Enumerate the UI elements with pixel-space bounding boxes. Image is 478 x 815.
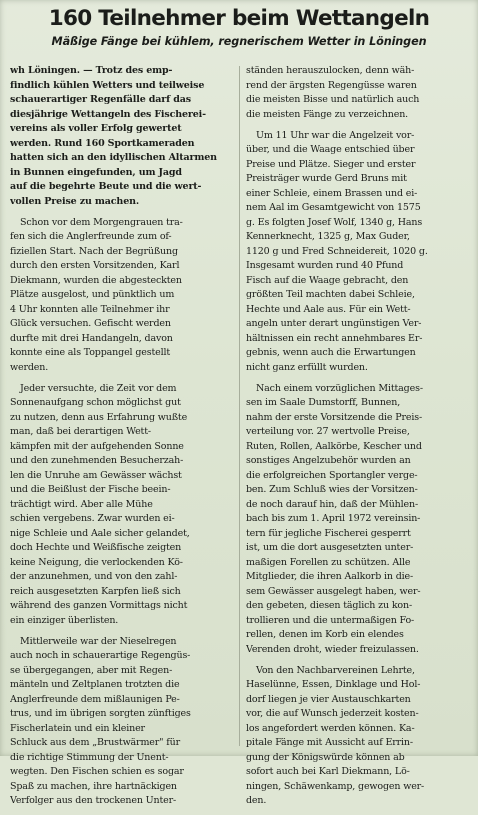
text-line: nem Aal im Gesamtgewicht von 1575 bbox=[246, 202, 421, 213]
text-line: Fisch auf die Waage gebracht, den bbox=[246, 274, 409, 286]
text-line: Um 11 Uhr war die Angelzeit vor- bbox=[256, 129, 415, 141]
article-headline: 160 Teilnehmer beim Wettangeln bbox=[48, 6, 430, 31]
text-line: Diekmann, wurden die abgesteckten bbox=[10, 274, 182, 286]
text-line: ständen herauszulocken, denn wäh- bbox=[246, 65, 415, 76]
text-line: maßigen Forellen zu schützen. Alle bbox=[246, 556, 411, 568]
text-line: durfte mit drei Handangeln, davon bbox=[10, 332, 173, 344]
text-line: Mittlerweile war der Nieselregen bbox=[20, 635, 177, 647]
text-line: und die Beißlust der Fische beein- bbox=[10, 484, 171, 495]
text-line: hatten sich an den idyllischen Altarmen bbox=[10, 152, 217, 163]
text-line: der anzunehmen, und von den zahl- bbox=[10, 571, 178, 582]
text-line: pitale Fänge mit Aussicht auf Errin- bbox=[246, 737, 413, 748]
article-paragraph bbox=[10, 382, 230, 629]
text-line: gung der Königswürde können ab bbox=[246, 751, 405, 763]
text-line: tern für jegliche Fischerei gesperrt bbox=[246, 527, 411, 539]
text-line: die meisten Fänge zu verzeichnen. bbox=[246, 108, 409, 120]
text-line: los angefordert werden können. Ka- bbox=[246, 722, 415, 734]
article-paragraph bbox=[10, 216, 230, 376]
text-line: auf die begehrte Beute und die wert- bbox=[10, 181, 202, 192]
text-line: Glück versuchen. Gefischt werden bbox=[10, 318, 171, 329]
text-line: Anglerfreunde dem mißlaunigen Pe- bbox=[10, 693, 180, 705]
text-line: ein einziger überlisten. bbox=[10, 614, 119, 626]
text-line: angeln unter derart ungünstigen Ver- bbox=[246, 318, 422, 329]
text-line: vollen Preise zu machen. bbox=[10, 195, 140, 207]
text-line: len die Unruhe am Gewässer wächst bbox=[10, 469, 182, 481]
text-line: größten Teil machten dabei Schleie, bbox=[246, 289, 415, 300]
text-line: Verenden droht, wieder freizulassen. bbox=[246, 643, 419, 655]
text-line: fiziellen Start. Nach der Begrüßung bbox=[10, 245, 178, 257]
text-line: Spaß zu machen, ihre hartnäckigen bbox=[10, 780, 177, 792]
article-paragraph bbox=[246, 129, 468, 376]
article-paragraph bbox=[246, 664, 468, 809]
text-line: schauerartiger Regenfälle darf das bbox=[10, 94, 191, 105]
text-line: Haselünne, Essen, Dinklage und Hol- bbox=[246, 679, 421, 690]
text-line: trollieren und die untermaßigen Fo- bbox=[246, 614, 415, 626]
text-line: vereins als voller Erfolg gewertet bbox=[10, 123, 182, 134]
text-line: sem Gewässer ausgelegt haben, wer- bbox=[246, 585, 421, 597]
text-line: rellen, denen im Korb ein elendes bbox=[246, 629, 404, 640]
text-line: mänteln und Zeltplanen trotzten die bbox=[10, 679, 180, 690]
text-line: keine Neigung, die verlockenden Kö- bbox=[10, 556, 183, 568]
text-line: se übergegangen, aber mit Regen- bbox=[10, 664, 173, 676]
text-line: nicht ganz erfüllt wurden. bbox=[246, 361, 368, 373]
text-line: kämpfen mit der aufgehenden Sonne bbox=[10, 440, 184, 452]
text-line: vor, die auf Wunsch jederzeit kosten- bbox=[246, 708, 419, 719]
column-divider bbox=[239, 66, 240, 746]
text-line: Jeder versuchte, die Zeit vor dem bbox=[20, 382, 177, 394]
text-line: hältnissen ein recht annehmbares Er- bbox=[246, 332, 423, 344]
text-line: Insgesamt wurden rund 40 Pfund bbox=[246, 260, 404, 271]
text-line: sofort auch bei Karl Diekmann, Lö- bbox=[246, 766, 410, 777]
text-line: wegten. Den Fischen schien es sogar bbox=[10, 766, 184, 777]
text-line: Mitglieder, die ihren Aalkorb in die- bbox=[246, 571, 414, 582]
text-line: rend der ärgsten Regengüsse waren bbox=[246, 79, 417, 91]
text-line: 1120 g und Fred Schneidereit, 1020 g. bbox=[246, 245, 428, 257]
text-line: den gebeten, diesen täglich zu kon- bbox=[246, 600, 413, 611]
text-line: werden. bbox=[10, 361, 49, 373]
text-line: reich ausgesetzten Karpfen ließ sich bbox=[10, 585, 181, 597]
text-line: in Bunnen eingefunden, um Jagd bbox=[10, 166, 182, 178]
right-column bbox=[246, 64, 468, 815]
text-line: de noch darauf hin, daß der Mühlen- bbox=[246, 498, 419, 510]
text-line: sonstiges Angelzubehör wurden an bbox=[246, 455, 411, 466]
text-line: bach bis zum 1. April 1972 vereinsin- bbox=[246, 513, 421, 524]
text-line: Nach einem vorzüglichen Mittages- bbox=[256, 382, 423, 394]
text-line: 4 Uhr konnten alle Teilnehmer ihr bbox=[10, 303, 170, 315]
left-column bbox=[10, 64, 230, 815]
text-line: ist, um die dort ausgesetzten unter- bbox=[246, 542, 414, 553]
article-paragraph bbox=[10, 64, 230, 209]
text-line: konnte eine als Toppangel gestellt bbox=[10, 347, 171, 358]
text-line: Von den Nachbarvereinen Lehrte, bbox=[256, 664, 415, 676]
text-line: Verfolger aus den trockenen Unter- bbox=[10, 795, 177, 806]
text-line: die erfolgreichen Sportangler verge- bbox=[246, 469, 418, 481]
text-line: fen sich die Anglerfreunde zum of- bbox=[10, 231, 172, 242]
text-line: man, daß bei derartigen Wett- bbox=[10, 426, 151, 437]
text-line: während des ganzen Vormittags nicht bbox=[10, 600, 188, 611]
text-line: durch den ersten Vorsitzenden, Karl bbox=[10, 260, 180, 271]
text-line: Plätze ausgelost, und pünktlich um bbox=[10, 289, 175, 300]
text-line: nige Schleie und Aale sicher gelandet, bbox=[10, 527, 190, 539]
text-line: trus, und im übrigen sorgten zünftiges bbox=[10, 708, 191, 719]
article-subheadline: Mäßige Fänge bei kühlem, regnerischem Wetter in Löningen bbox=[51, 35, 427, 48]
article-paragraph bbox=[246, 382, 468, 658]
text-line: Preisträger wurde Gerd Bruns mit bbox=[246, 173, 407, 184]
text-line: den. bbox=[246, 795, 267, 806]
text-line: verteilung vor. 27 wertvolle Preise, bbox=[246, 426, 410, 437]
text-line: gebnis, wenn auch die Erwartungen bbox=[246, 347, 416, 358]
text-line: diesjährige Wettangeln des Fischerei- bbox=[10, 108, 206, 120]
text-line: nahm der erste Vorsitzende die Preis- bbox=[246, 411, 423, 423]
text-line: und den zunehmenden Besucherzah- bbox=[10, 455, 184, 466]
text-line: wh Löningen. — Trotz des emp- bbox=[10, 65, 173, 76]
text-line: Hechte und Aale aus. Für ein Wett- bbox=[246, 303, 411, 315]
text-line: doch Hechte und Weißfische zeigten bbox=[10, 542, 182, 553]
text-line: dorf liegen je vier Austauschkarten bbox=[246, 693, 411, 705]
text-line: ningen, Schäwenkamp, gewogen wer- bbox=[246, 780, 425, 792]
text-line: trächtigt wird. Aber alle Mühe bbox=[10, 498, 153, 510]
article-paragraph bbox=[10, 635, 230, 809]
text-line: g. Es folgten Josef Wolf, 1340 g, Hans bbox=[246, 216, 423, 228]
text-line: sen im Saale Dumstorff, Bunnen, bbox=[246, 397, 401, 408]
text-line: die meisten Bisse und natürlich auch bbox=[246, 94, 420, 105]
text-line: Sonnenaufgang schon möglichst gut bbox=[10, 397, 181, 408]
text-line: schien vergebens. Zwar wurden ei- bbox=[10, 513, 175, 524]
text-line: Schluck aus dem „Brustwärmer" für bbox=[10, 737, 180, 748]
text-line: zu nutzen, denn aus Erfahrung wußte bbox=[10, 411, 188, 423]
text-line: einer Schleie, einem Brassen und ei- bbox=[246, 187, 418, 199]
text-line: Ruten, Rollen, Aalkörbe, Kescher und bbox=[246, 440, 422, 452]
text-line: Kennerknecht, 1325 g, Max Guder, bbox=[246, 231, 410, 242]
text-line: Schon vor dem Morgengrauen tra- bbox=[20, 216, 183, 228]
article-paragraph bbox=[246, 64, 468, 122]
text-line: findlich kühlen Wetters und teilweise bbox=[10, 79, 205, 91]
text-line: auch noch in schauerartige Regengüs- bbox=[10, 650, 191, 661]
text-line: die richtige Stimmung der Unent- bbox=[10, 751, 169, 763]
text-line: Preise und Plätze. Sieger und erster bbox=[246, 158, 416, 170]
text-line: ben. Zum Schluß wies der Vorsitzen- bbox=[246, 484, 418, 495]
text-line: werden. Rund 160 Sportkameraden bbox=[10, 137, 195, 149]
text-line: Fischerlatein und ein kleiner bbox=[10, 722, 145, 734]
text-line: über, und die Waage entschied über bbox=[246, 144, 415, 155]
